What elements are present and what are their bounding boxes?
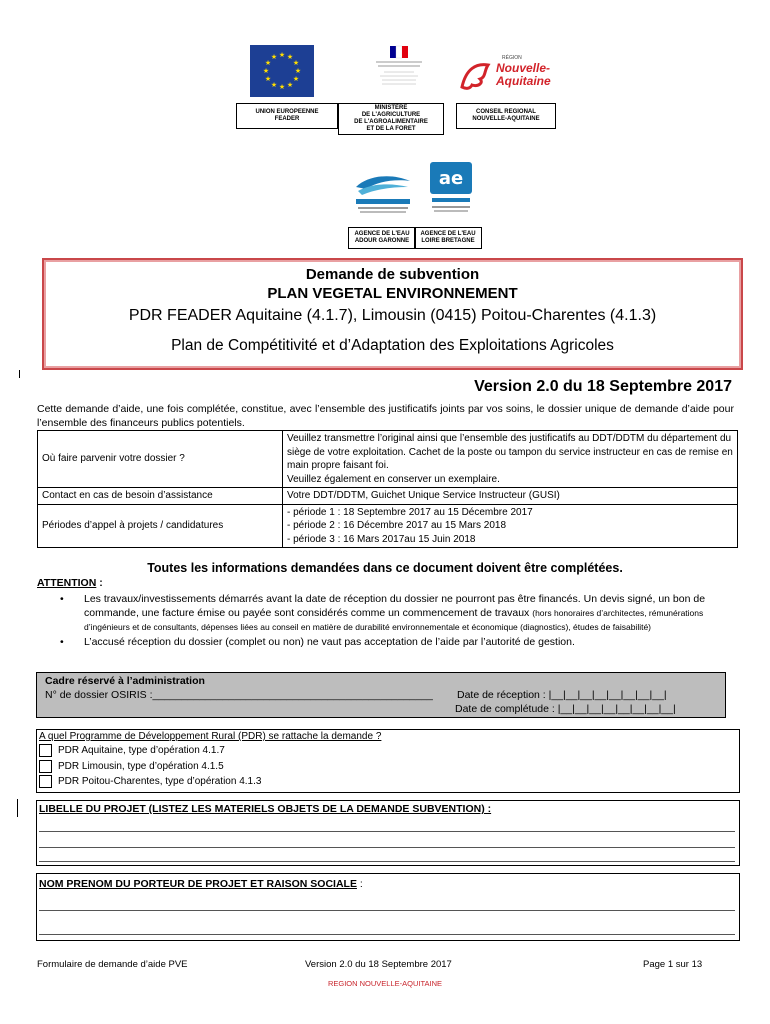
eu-flag-logo xyxy=(250,45,314,97)
nouvelle-aquitaine-logo xyxy=(458,55,550,93)
footer-page: Page 1 sur 13 xyxy=(643,959,703,970)
pdr-option-limousin[interactable]: PDR Limousin, type d’opération 4.1.5 xyxy=(39,760,224,773)
blank-line xyxy=(39,910,735,911)
pdr-option-poitou[interactable]: PDR Poitou-Charentes, type d’opération 4.1.3 xyxy=(39,775,261,788)
nom-prenom-box[interactable] xyxy=(36,873,740,941)
text-cursor xyxy=(19,370,20,378)
info-table xyxy=(37,430,738,548)
svg-text:★: ★ xyxy=(286,53,294,61)
agence-adour-garonne-logo xyxy=(348,165,418,217)
version-heading: Version 2.0 du 18 Septembre 2017 xyxy=(474,378,732,395)
agence2-caption: AGENCE DE L'EAU LOIRE BRETAGNE xyxy=(414,227,482,249)
margin-bar xyxy=(17,799,18,817)
all-info-heading: Toutes les informations demandées dans ce document doivent être complétées. xyxy=(147,561,623,575)
table-cell-value: Veuillez transmettre l’original ainsi que l’ensemble des justificatifs au DDT/DDTM du département du siège de votre exploitation. Cachet de la poste ou tampon du service instructeur en cas de remise en main propre faisant foi. Veuillez également en conserver un exemplaire. xyxy=(283,431,738,488)
attention-title: ATTENTION : xyxy=(37,577,103,589)
list-item: • L’accusé réception du dossier (complet ou non) ne vaut pas acceptation de l’aide par l’autorité de gestion. xyxy=(60,636,575,648)
svg-text:★: ★ xyxy=(292,75,300,83)
checkbox[interactable] xyxy=(39,760,52,773)
lion-icon xyxy=(458,57,494,93)
blank-line xyxy=(39,861,735,862)
svg-text:★: ★ xyxy=(262,67,270,75)
reception-date-field[interactable]: Date de réception : |__|__|__|__|__|__|__|__| xyxy=(457,689,667,701)
libelle-title: LIBELLE DU PROJET (LISTEZ LES MATERIELS OBJETS DE LA DEMANDE SUBVENTION) : xyxy=(39,803,492,815)
agence-loire-bretagne-logo xyxy=(426,162,476,218)
svg-text:★: ★ xyxy=(264,59,272,67)
title-line4: Plan de Compétitivité et d’Adaptation des Exploitations Agricoles xyxy=(171,337,614,354)
table-row xyxy=(38,504,738,548)
eu-stars-icon xyxy=(250,45,314,97)
title-box xyxy=(42,258,743,370)
svg-text:★: ★ xyxy=(264,75,272,83)
admin-reserved-box xyxy=(36,672,726,718)
pdr-option-aquitaine[interactable]: PDR Aquitaine, type d’opération 4.1.7 xyxy=(39,744,225,757)
svg-text:★: ★ xyxy=(278,51,286,59)
svg-text:ae: ae xyxy=(438,168,464,189)
svg-text:★: ★ xyxy=(292,59,300,67)
svg-text:★: ★ xyxy=(278,83,286,91)
table-cell-value: Votre DDT/DDTM, Guichet Unique Service Instructeur (GUSI) xyxy=(283,488,738,505)
list-item: • Les travaux/investissements démarrés avant la date de réception du dossier ne pourront pas être financés. Un devis signé, un bon de commande, une facture émise ou payée sont considérés comme un commencement de travaux (hors honoraires d’architectes, rémunérations d’ingénieurs et de consultants, dépenses liées au conseil en matière de durabilité environnementale et économique (diagnostics), études de faisabilité) xyxy=(60,593,706,632)
table-cell-value: - période 1 : 18 Septembre 2017 au 15 Décembre 2017 - période 2 : 16 Décembre 2017 au 15 Mars 2018 - période 3 : 16 Mars 2017au 15 Juin 2018 xyxy=(283,504,738,548)
libelle-box[interactable] xyxy=(36,800,740,866)
svg-text:★: ★ xyxy=(286,81,294,89)
region-small-label: RÉGION xyxy=(502,55,522,61)
table-row xyxy=(38,488,738,505)
ministry-marianne-logo xyxy=(370,44,428,98)
svg-text:★: ★ xyxy=(270,81,278,89)
svg-text:★: ★ xyxy=(294,67,302,75)
pdr-question: A quel Programme de Développement Rural (PDR) se rattache la demande ? xyxy=(39,731,382,742)
footer-center: Version 2.0 du 18 Septembre 2017 xyxy=(305,959,452,970)
region-name-2: Aquitaine xyxy=(496,74,551,88)
eu-caption: UNION EUROPEENNE FEADER xyxy=(236,103,338,129)
table-cell-label: Périodes d’appel à projets / candidatures xyxy=(38,504,283,548)
svg-text:★: ★ xyxy=(270,53,278,61)
checkbox[interactable] xyxy=(39,744,52,757)
osiris-field[interactable]: N° de dossier OSIRIS :________________________________________________ xyxy=(45,689,433,701)
completude-date-field[interactable]: Date de complétude : |__|__|__|__|__|__|__|__| xyxy=(455,703,676,715)
footer-region: REGION NOUVELLE-AQUITAINE xyxy=(327,979,443,988)
region-caption: CONSEIL REGIONAL NOUVELLE-AQUITAINE xyxy=(456,103,556,129)
checkbox[interactable] xyxy=(39,775,52,788)
footer-left: Formulaire de demande d’aide PVE xyxy=(37,959,188,970)
admin-title: Cadre réservé à l’administration xyxy=(45,675,205,687)
table-cell-label: Contact en cas de besoin d’assistance xyxy=(38,488,283,505)
blank-line xyxy=(39,847,735,848)
pdr-box xyxy=(36,729,740,793)
table-row xyxy=(38,431,738,488)
nom-title: NOM PRENOM DU PORTEUR DE PROJET ET RAISON SOCIALE : xyxy=(39,878,363,890)
blank-line xyxy=(39,831,735,832)
attention-list xyxy=(60,592,735,650)
blank-line xyxy=(39,934,735,935)
title-line3: PDR FEADER Aquitaine (4.1.7), Limousin (0415) Poitou-Charentes (4.1.3) xyxy=(128,307,657,324)
region-name-1: Nouvelle- xyxy=(496,61,551,75)
agence1-caption: AGENCE DE L'EAU ADOUR GARONNE xyxy=(348,227,416,249)
table-cell-label: Où faire parvenir votre dossier ? xyxy=(38,431,283,488)
intro-paragraph: Cette demande d’aide, une fois complétée, constitue, avec l’ensemble des justificatifs joints par vos soins, le dossier unique de demande d’aide pour l’ensemble des financeurs publics potentiels. xyxy=(37,403,734,429)
ministry-caption: MINISTÈRE DE L'AGRICULTURE DE L'AGROALIMENTAIRE ET DE LA FORET xyxy=(338,103,444,135)
title-line2: PLAN VEGETAL ENVIRONNEMENT xyxy=(267,285,518,302)
title-line1: Demande de subvention xyxy=(305,266,480,283)
